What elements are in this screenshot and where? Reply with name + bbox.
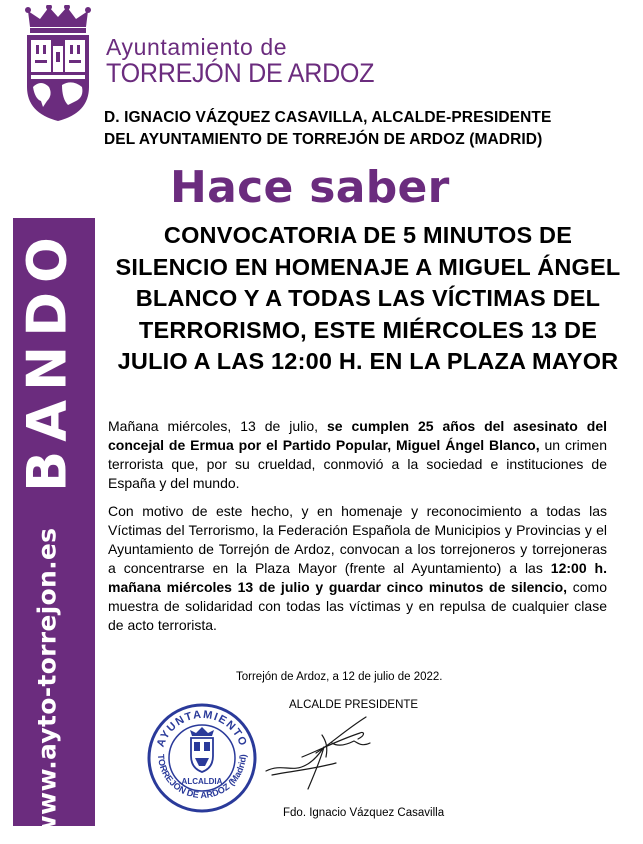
paragraph-1-text-a: Mañana miércoles, 13 de julio, xyxy=(108,418,327,434)
org-name-line1: Ayuntamiento de xyxy=(106,34,288,60)
mayor-line1: D. IGNACIO VÁZQUEZ CASAVILLA, ALCALDE-PRESIDENTE xyxy=(104,109,552,126)
paragraph-2-text-b: como muestra de solidaridad con todas las víctimas y en repulsa de cualquier clase de acto terrorista. xyxy=(108,579,607,633)
date-line: Torrejón de Ardoz, a 12 de julio de 2022. xyxy=(236,671,443,683)
handwritten-signature xyxy=(262,713,374,795)
mayor-line2: DEL AYUNTAMIENTO DE TORREJÓN DE ARDOZ (MADRID) xyxy=(104,131,543,148)
paragraph-2-bold: 12:00 h. mañana miércoles 13 de julio y guardar cinco minutos de silencio, xyxy=(108,560,607,595)
svg-text:AYUNTAMIENTO: AYUNTAMIENTO xyxy=(154,708,250,749)
coat-of-arms-logo xyxy=(22,5,94,123)
paragraph-1-text-b: un crimen terrorista que, por su crueldad, conmovió a la sociedad e instituciones de España y del mundo. xyxy=(108,437,608,491)
paragraph-2 xyxy=(108,502,607,635)
mayor-heading xyxy=(104,107,551,151)
signer-role: ALCALDE PRESIDENTE xyxy=(289,699,419,711)
official-seal-stamp xyxy=(146,702,258,814)
bando-title: BANDO xyxy=(15,228,79,492)
signer-name: Fdo. Ignacio Vázquez Casavilla xyxy=(283,807,445,819)
svg-text:TORREJÓN DE ARDOZ (Madrid): TORREJÓN DE ARDOZ (Madrid) xyxy=(155,753,249,801)
paragraph-1-bold: se cumplen 25 años del asesinato del concejal de Ermua por el Partido Popular, Miguel Ángel Blanco, xyxy=(108,418,607,453)
svg-text:ALCALDIA: ALCALDIA xyxy=(181,777,223,786)
hace-saber-title: Hace saber xyxy=(170,162,450,213)
announcement-headline: CONVOCATORIA DE 5 MINUTOS DE SILENCIO EN HOMENAJE A MIGUEL ÁNGEL BLANCO Y A TODAS LAS VÍCTIMAS DEL TERRORISMO, ESTE MIÉRCOLES 13 DE JULIO A LAS 12:00 H. EN LA PLAZA MAYOR xyxy=(115,222,621,374)
website-link[interactable]: www.ayto-torrejon.es xyxy=(32,527,62,839)
org-name-line2: TORREJÓN DE ARDOZ xyxy=(106,58,375,88)
paragraph-1 xyxy=(108,417,607,493)
paragraph-2-text-a: Con motivo de este hecho, y en homenaje y reconocimiento a todas las Víctimas del Terrorismo, la Federación Española de Municipios y Provincias y el Ayuntamiento de Torrejón de Ardoz, convocan a los torrejoneros y torrejoneras a concentrarse en la Plaza Mayor (frente al Ayuntamiento) a las xyxy=(108,503,607,576)
